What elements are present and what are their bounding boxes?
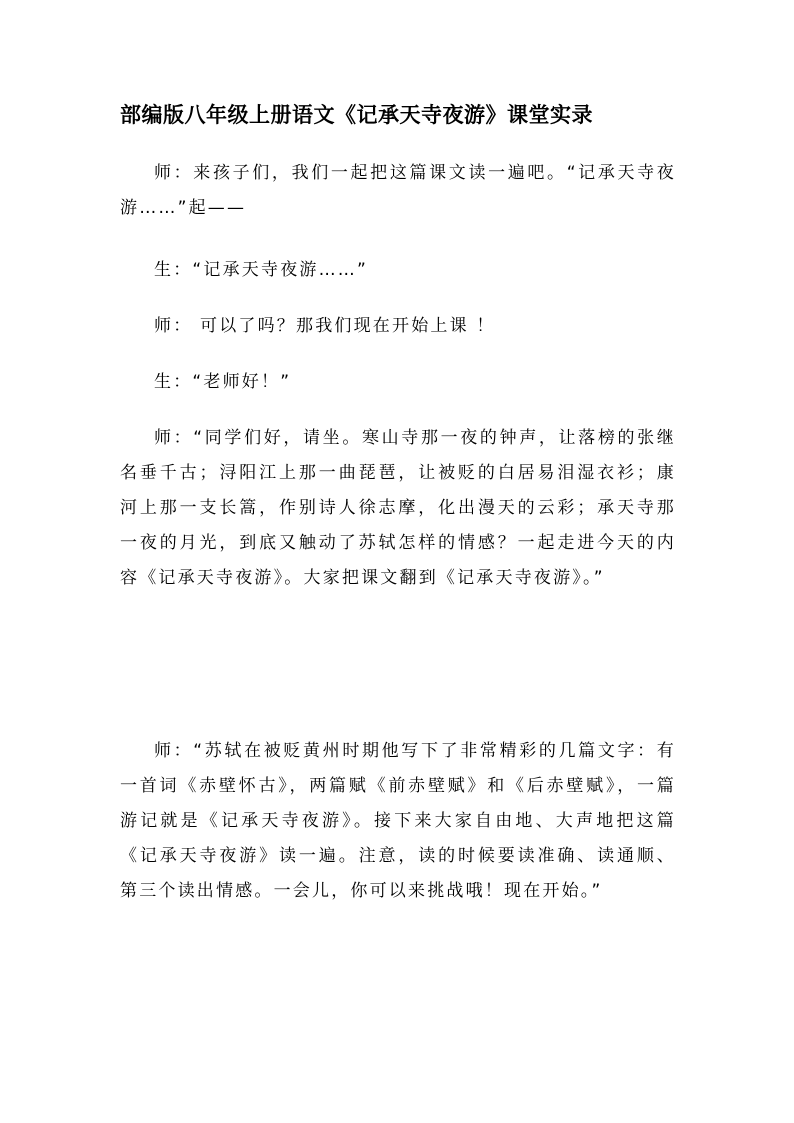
dialogue-paragraph-4: 生：“老师好！” — [154, 372, 292, 392]
dialogue-paragraph-2: 生：“记承天寺夜游……” — [154, 260, 369, 280]
dialogue-paragraph-3: 师： 可以了吗？那我们现在开始上课 ！ — [154, 316, 496, 336]
dialogue-paragraph-1: 师：来孩子们，我们一起把这篇课文读一遍吧。“记承天寺夜游……”起—— — [120, 163, 676, 218]
document-title: 部编版八年级上册语文《记承天寺夜游》课堂实录 — [120, 103, 593, 127]
dialogue-paragraph-5: 师：“同学们好，请坐。寒山寺那一夜的钟声，让落榜的张继名垂千古；浔阳江上那一曲琵琶，让被贬的白居易泪湿衣衫；康河上那一支长篙，作别诗人徐志摩，化出漫天的云彩；承天寺那一夜的月光，到底又触动了苏轼怎样的情感？一起走进今天的内容《记承天寺夜游》。大家把课文翻到《记承天寺夜游》。” — [120, 428, 676, 588]
dialogue-paragraph-6: 师：“苏轼在被贬黄州时期他写下了非常精彩的几篇文字：有一首词《赤壁怀古》，两篇赋《前赤壁赋》和《后赤壁赋》，一篇游记就是《记承天寺夜游》。接下来大家自由地、大声地把这篇《记承天寺夜游》读一遍。注意，读的时候要读准确、读通顺、第三个读出情感。一会儿，你可以来挑战哦！现在开始。” — [120, 741, 676, 901]
